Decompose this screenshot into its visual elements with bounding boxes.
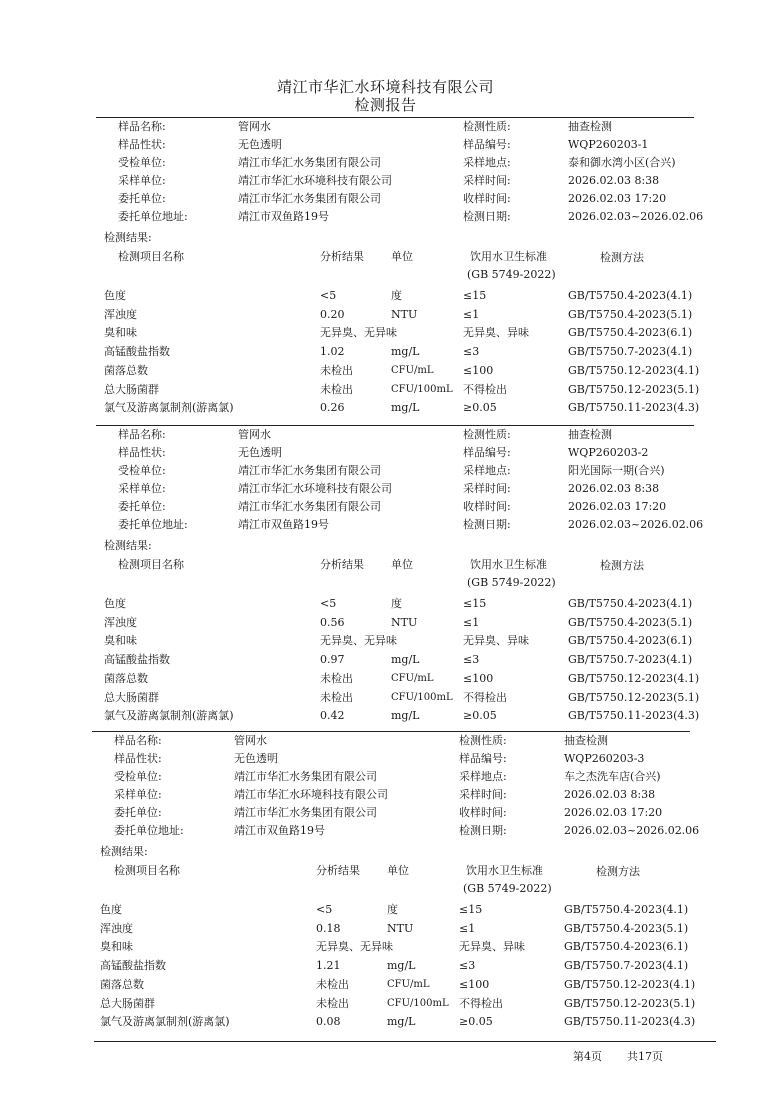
- cell-unit: 度: [391, 597, 402, 610]
- cell-item: 总大肠菌群: [104, 691, 159, 704]
- col-header-unit: 单位: [387, 864, 409, 877]
- value-sampling-time: 2026.02.03 8:38: [568, 174, 660, 187]
- label-sampling-time: 采样时间:: [463, 174, 511, 187]
- cell-method: GB/T5750.12-2023(4.1): [564, 978, 696, 991]
- cell-item: 色度: [100, 903, 122, 916]
- col-header-standard: 饮用水卫生标准: [470, 558, 547, 571]
- cell-method: GB/T5750.4-2023(6.1): [568, 326, 693, 339]
- cell-standard: 不得检出: [459, 997, 503, 1010]
- cell-method: GB/T5750.4-2023(6.1): [568, 634, 693, 647]
- cell-unit: NTU: [391, 308, 418, 321]
- value-receiving-time: 2026.02.03 17:20: [564, 806, 663, 819]
- value-test-date: 2026.02.03~2026.02.06: [568, 518, 704, 531]
- cell-method: GB/T5750.12-2023(4.1): [568, 672, 700, 685]
- label-receiving-time: 收样时间:: [463, 192, 511, 205]
- cell-unit: 度: [387, 903, 398, 916]
- cell-result: 未检出: [316, 997, 349, 1010]
- value-sampling-location: 泰和御水湾小区(合兴): [568, 156, 676, 169]
- cell-result: 0.20: [320, 308, 345, 321]
- label-sample-property: 样品性状:: [118, 138, 166, 151]
- value-receiving-time: 2026.02.03 17:20: [568, 500, 667, 513]
- label-test-nature: 检测性质:: [463, 428, 511, 441]
- results-label: 检测结果:: [100, 845, 148, 858]
- page-number: 第4页: [573, 1050, 602, 1063]
- cell-item: 氯气及游离氯制剂(游离氯): [104, 401, 234, 414]
- label-receiving-unit: 受检单位:: [118, 464, 166, 477]
- cell-unit: mg/L: [391, 345, 420, 358]
- cell-method: GB/T5750.4-2023(5.1): [568, 616, 693, 629]
- cell-standard: ≤15: [463, 289, 487, 302]
- value-sample-number: WQP260203-1: [568, 138, 649, 151]
- label-sampling-location: 采样地点:: [463, 156, 511, 169]
- cell-standard: ≤3: [459, 959, 476, 972]
- cell-method: GB/T5750.11-2023(4.3): [568, 401, 700, 414]
- value-sample-name: 管网水: [234, 734, 267, 747]
- label-test-nature: 检测性质:: [463, 120, 511, 133]
- cell-unit: NTU: [391, 616, 418, 629]
- label-test-nature: 检测性质:: [459, 734, 507, 747]
- value-sample-name: 管网水: [238, 428, 271, 441]
- col-header-item: 检测项目名称: [114, 864, 180, 877]
- col-header-item: 检测项目名称: [118, 558, 184, 571]
- cell-item: 菌落总数: [100, 978, 144, 991]
- cell-item: 高锰酸盐指数: [104, 653, 170, 666]
- value-sampling-unit: 靖江市华汇水环境科技有限公司: [238, 174, 392, 187]
- label-sampling-time: 采样时间:: [463, 482, 511, 495]
- label-sample-number: 样品编号:: [463, 138, 511, 151]
- cell-item: 色度: [104, 597, 126, 610]
- cell-unit: NTU: [387, 922, 414, 935]
- col-header-unit: 单位: [391, 250, 413, 263]
- value-sample-property: 无色透明: [234, 752, 278, 765]
- value-receiving-unit: 靖江市华汇水务集团有限公司: [238, 156, 381, 169]
- cell-unit: CFU/mL: [391, 673, 434, 684]
- label-sampling-location: 采样地点:: [463, 464, 511, 477]
- value-commissioning-unit: 靖江市华汇水务集团有限公司: [238, 500, 381, 513]
- value-sample-name: 管网水: [238, 120, 271, 133]
- value-sampling-location: 阳光国际一期(合兴): [568, 464, 665, 477]
- cell-item: 浑浊度: [100, 922, 133, 935]
- value-receiving-unit: 靖江市华汇水务集团有限公司: [234, 770, 377, 783]
- cell-item: 氯气及游离氯制剂(游离氯): [100, 1015, 230, 1028]
- cell-method: GB/T5750.11-2023(4.3): [568, 709, 700, 722]
- cell-method: GB/T5750.12-2023(5.1): [568, 383, 700, 396]
- value-sampling-location: 车之杰洗车店(合兴): [564, 770, 661, 783]
- cell-standard: ≤100: [463, 672, 494, 685]
- cell-method: GB/T5750.4-2023(4.1): [564, 903, 689, 916]
- cell-item: 臭和味: [104, 326, 137, 339]
- cell-standard: ≤1: [459, 922, 476, 935]
- cell-result: 无异臭、无异味: [320, 634, 397, 647]
- cell-method: GB/T5750.4-2023(5.1): [564, 922, 689, 935]
- label-receiving-unit: 受检单位:: [118, 156, 166, 169]
- cell-method: GB/T5750.12-2023(5.1): [568, 691, 700, 704]
- cell-result: 0.97: [320, 653, 345, 666]
- label-sampling-unit: 采样单位:: [118, 482, 166, 495]
- label-sample-name: 样品名称:: [118, 428, 166, 441]
- col-header-result: 分析结果: [320, 250, 364, 263]
- cell-standard: ≤100: [463, 364, 494, 377]
- value-sampling-unit: 靖江市华汇水环境科技有限公司: [238, 482, 392, 495]
- company-title: 靖江市华汇水环境科技有限公司: [276, 78, 494, 96]
- cell-unit: CFU/mL: [391, 365, 434, 376]
- cell-standard: 无异臭、异味: [463, 326, 529, 339]
- cell-result: 未检出: [320, 672, 353, 685]
- cell-result: 0.18: [316, 922, 341, 935]
- col-header-standard-ref: (GB 5749-2022): [467, 576, 556, 589]
- cell-standard: ≤15: [459, 903, 483, 916]
- label-sample-property: 样品性状:: [118, 446, 166, 459]
- value-test-nature: 抽查检测: [568, 428, 612, 441]
- cell-method: GB/T5750.4-2023(4.1): [568, 597, 693, 610]
- label-commissioning-unit: 委托单位:: [114, 806, 162, 819]
- cell-result: 未检出: [320, 691, 353, 704]
- label-sample-name: 样品名称:: [114, 734, 162, 747]
- value-test-nature: 抽查检测: [564, 734, 608, 747]
- col-header-unit: 单位: [391, 558, 413, 571]
- cell-standard: 不得检出: [463, 383, 507, 396]
- label-test-date: 检测日期:: [463, 210, 511, 223]
- footer-divider: [94, 1041, 716, 1042]
- value-commissioning-unit: 靖江市华汇水务集团有限公司: [238, 192, 381, 205]
- cell-item: 总大肠菌群: [104, 383, 159, 396]
- col-header-method: 检测方法: [600, 559, 644, 572]
- cell-method: GB/T5750.4-2023(5.1): [568, 308, 693, 321]
- value-sampling-time: 2026.02.03 8:38: [568, 482, 660, 495]
- label-receiving-unit: 受检单位:: [114, 770, 162, 783]
- label-commissioning-address: 委托单位地址:: [118, 518, 188, 531]
- cell-result: 未检出: [320, 364, 353, 377]
- cell-item: 菌落总数: [104, 672, 148, 685]
- cell-unit: CFU/mL: [387, 979, 430, 990]
- cell-item: 臭和味: [100, 940, 133, 953]
- cell-standard: ≤1: [463, 308, 480, 321]
- cell-standard: ≤3: [463, 653, 480, 666]
- value-commissioning-address: 靖江市双鱼路19号: [238, 210, 329, 223]
- cell-standard: 无异臭、异味: [463, 634, 529, 647]
- cell-unit: 度: [391, 289, 402, 302]
- cell-result: 无异臭、无异味: [320, 326, 397, 339]
- cell-item: 高锰酸盐指数: [100, 959, 166, 972]
- results-label: 检测结果:: [104, 539, 152, 552]
- cell-unit: mg/L: [391, 653, 420, 666]
- cell-unit: CFU/100mL: [391, 384, 453, 395]
- label-sample-name: 样品名称:: [118, 120, 166, 133]
- cell-unit: CFU/100mL: [391, 692, 453, 703]
- label-sampling-location: 采样地点:: [459, 770, 507, 783]
- col-header-standard-ref: (GB 5749-2022): [467, 268, 556, 281]
- cell-method: GB/T5750.4-2023(6.1): [564, 940, 689, 953]
- section-divider: [96, 425, 694, 426]
- col-header-result: 分析结果: [320, 558, 364, 571]
- value-commissioning-address: 靖江市双鱼路19号: [238, 518, 329, 531]
- col-header-method: 检测方法: [596, 865, 640, 878]
- cell-item: 浑浊度: [104, 308, 137, 321]
- value-commissioning-unit: 靖江市华汇水务集团有限公司: [234, 806, 377, 819]
- label-commissioning-address: 委托单位地址:: [114, 824, 184, 837]
- label-commissioning-unit: 委托单位:: [118, 192, 166, 205]
- results-label: 检测结果:: [104, 231, 152, 244]
- cell-result: <5: [320, 597, 337, 610]
- label-sampling-unit: 采样单位:: [118, 174, 166, 187]
- label-test-date: 检测日期:: [459, 824, 507, 837]
- cell-result: 1.02: [320, 345, 345, 358]
- cell-method: GB/T5750.7-2023(4.1): [568, 345, 693, 358]
- cell-standard: ≥0.05: [463, 401, 497, 414]
- cell-unit: mg/L: [387, 959, 416, 972]
- cell-standard: ≤15: [463, 597, 487, 610]
- cell-method: GB/T5750.12-2023(5.1): [564, 997, 696, 1010]
- cell-item: 氯气及游离氯制剂(游离氯): [104, 709, 234, 722]
- value-test-nature: 抽查检测: [568, 120, 612, 133]
- cell-result: <5: [316, 903, 333, 916]
- cell-method: GB/T5750.11-2023(4.3): [564, 1015, 696, 1028]
- cell-method: GB/T5750.7-2023(4.1): [564, 959, 689, 972]
- value-commissioning-address: 靖江市双鱼路19号: [234, 824, 325, 837]
- col-header-standard-ref: (GB 5749-2022): [463, 882, 552, 895]
- col-header-method: 检测方法: [600, 251, 644, 264]
- value-receiving-time: 2026.02.03 17:20: [568, 192, 667, 205]
- cell-standard: ≤1: [463, 616, 480, 629]
- page-total: 共17页: [627, 1050, 663, 1063]
- label-sampling-unit: 采样单位:: [114, 788, 162, 801]
- value-test-date: 2026.02.03~2026.02.06: [564, 824, 700, 837]
- cell-unit: mg/L: [391, 709, 420, 722]
- cell-unit: CFU/100mL: [387, 998, 449, 1009]
- label-receiving-time: 收样时间:: [463, 500, 511, 513]
- cell-standard: ≤100: [459, 978, 490, 991]
- cell-item: 浑浊度: [104, 616, 137, 629]
- cell-item: 臭和味: [104, 634, 137, 647]
- cell-result: 0.56: [320, 616, 345, 629]
- value-test-date: 2026.02.03~2026.02.06: [568, 210, 704, 223]
- cell-result: 1.21: [316, 959, 341, 972]
- cell-standard: ≥0.05: [463, 709, 497, 722]
- label-receiving-time: 收样时间:: [459, 806, 507, 819]
- value-sample-property: 无色透明: [238, 446, 282, 459]
- cell-method: GB/T5750.7-2023(4.1): [568, 653, 693, 666]
- cell-result: 0.42: [320, 709, 345, 722]
- label-sample-number: 样品编号:: [459, 752, 507, 765]
- section-divider: [96, 117, 694, 118]
- cell-result: 无异臭、无异味: [316, 940, 393, 953]
- cell-item: 总大肠菌群: [100, 997, 155, 1010]
- report-title: 检测报告: [354, 96, 417, 114]
- label-sample-property: 样品性状:: [114, 752, 162, 765]
- label-test-date: 检测日期:: [463, 518, 511, 531]
- value-sample-number: WQP260203-2: [568, 446, 649, 459]
- label-commissioning-address: 委托单位地址:: [118, 210, 188, 223]
- value-sampling-time: 2026.02.03 8:38: [564, 788, 656, 801]
- value-sample-number: WQP260203-3: [564, 752, 645, 765]
- cell-result: 未检出: [316, 978, 349, 991]
- label-sampling-time: 采样时间:: [459, 788, 507, 801]
- value-sampling-unit: 靖江市华汇水环境科技有限公司: [234, 788, 388, 801]
- value-receiving-unit: 靖江市华汇水务集团有限公司: [238, 464, 381, 477]
- value-sample-property: 无色透明: [238, 138, 282, 151]
- col-header-standard: 饮用水卫生标准: [470, 250, 547, 263]
- cell-standard: 不得检出: [463, 691, 507, 704]
- cell-method: GB/T5750.4-2023(4.1): [568, 289, 693, 302]
- cell-standard: ≥0.05: [459, 1015, 493, 1028]
- cell-item: 色度: [104, 289, 126, 302]
- cell-standard: ≤3: [463, 345, 480, 358]
- section-divider: [92, 731, 690, 732]
- cell-unit: mg/L: [391, 401, 420, 414]
- cell-result: 0.26: [320, 401, 345, 414]
- cell-standard: 无异臭、异味: [459, 940, 525, 953]
- cell-method: GB/T5750.12-2023(4.1): [568, 364, 700, 377]
- col-header-result: 分析结果: [316, 864, 360, 877]
- label-commissioning-unit: 委托单位:: [118, 500, 166, 513]
- cell-result: 0.08: [316, 1015, 341, 1028]
- col-header-item: 检测项目名称: [118, 250, 184, 263]
- col-header-standard: 饮用水卫生标准: [466, 864, 543, 877]
- cell-item: 高锰酸盐指数: [104, 345, 170, 358]
- cell-result: 未检出: [320, 383, 353, 396]
- cell-result: <5: [320, 289, 337, 302]
- cell-unit: mg/L: [387, 1015, 416, 1028]
- label-sample-number: 样品编号:: [463, 446, 511, 459]
- cell-item: 菌落总数: [104, 364, 148, 377]
